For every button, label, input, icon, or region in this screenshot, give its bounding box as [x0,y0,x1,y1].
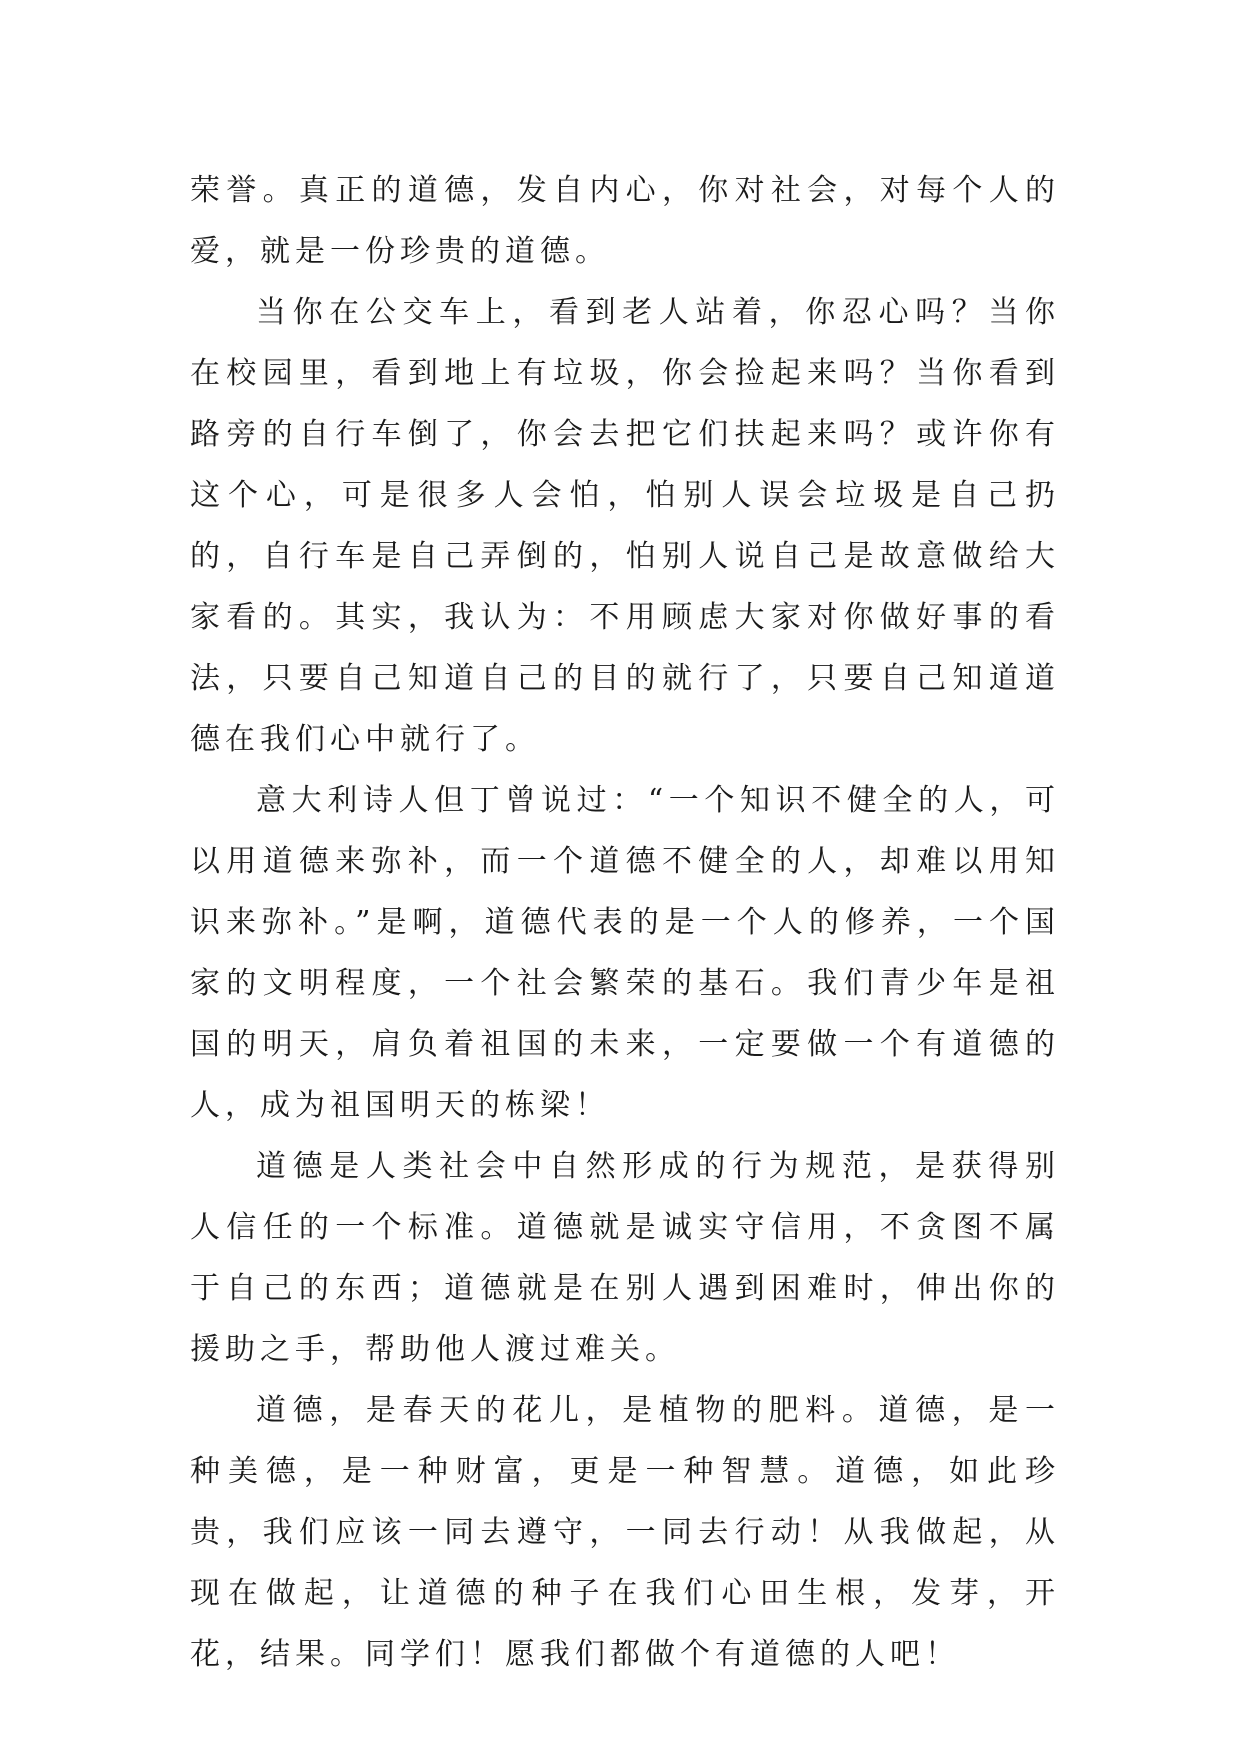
document-body [190,160,1060,1685]
paragraph-4: 道德是人类社会中自然形成的行为规范，是获得别人信任的一个标准。道德就是诚实守信用，不贪图不属于自己的东西；道德就是在别人遇到困难时，伸出你的援助之手，帮助他人渡过难关。 [190,1149,1060,1367]
paragraph-2: 当你在公交车上，看到老人站着，你忍心吗？当你在校园里，看到地上有垃圾，你会捡起来吗？当你看到路旁的自行车倒了，你会去把它们扶起来吗？或许你有这个心，可是很多人会怕，怕别人误会垃圾是自己扔的，自行车是自己弄倒的，怕别人说自己是故意做给大家看的。其实，我认为：不用顾虑大家对你做好事的看法，只要自己知道自己的目的就行了，只要自己知道道德在我们心中就行了。 [190,295,1060,757]
paragraph-5: 道德，是春天的花儿，是植物的肥料。道德，是一种美德，是一种财富，更是一种智慧。道德，如此珍贵，我们应该一同去遵守，一同去行动！从我做起，从现在做起，让道德的种子在我们心田生根，发芽，开花，结果。同学们！愿我们都做个有道德的人吧！ [190,1393,1060,1672]
paragraph-3: 意大利诗人但丁曾说过：“一个知识不健全的人，可以用道德来弥补，而一个道德不健全的人，却难以用知识来弥补。”是啊，道德代表的是一个人的修养，一个国家的文明程度，一个社会繁荣的基石。我们青少年是祖国的明天，肩负着祖国的未来，一定要做一个有道德的人，成为祖国明天的栋梁！ [190,783,1060,1123]
paragraph-1: 荣誉。真正的道德，发自内心，你对社会，对每个人的爱，就是一份珍贵的道德。 [190,173,1060,269]
